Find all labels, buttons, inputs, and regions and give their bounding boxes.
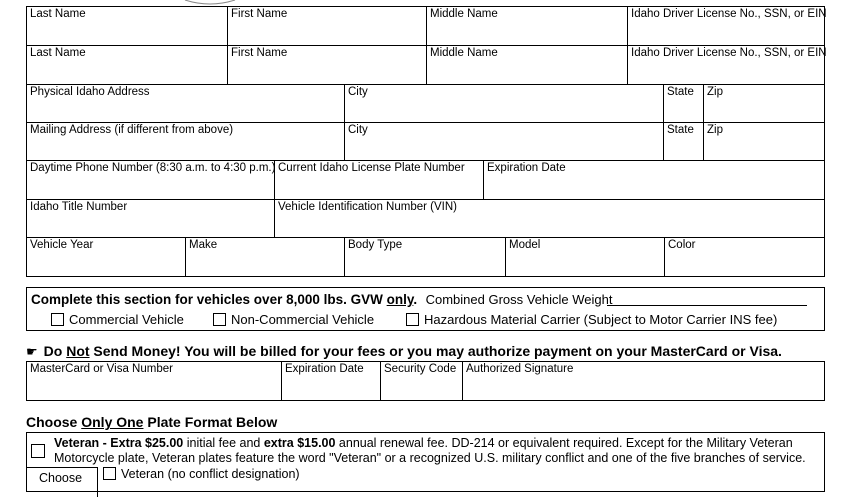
zip-label: Zip [707, 86, 723, 98]
veteran-no-conflict-checkbox[interactable] [103, 467, 116, 480]
id-number-field-1[interactable] [627, 6, 825, 46]
non-commercial-vehicle-checkbox[interactable] [213, 313, 226, 326]
pointing-hand-icon: ☛ [26, 345, 38, 360]
veteran-extra-fee: extra $15.00 [263, 436, 336, 450]
security-code-field[interactable] [380, 361, 463, 401]
last-name-field-2[interactable] [26, 45, 228, 85]
middle-name-label: Middle Name [430, 8, 498, 20]
hazardous-material-checkbox[interactable] [406, 313, 419, 326]
license-plate-label: Current Idaho License Plate Number [278, 162, 465, 174]
first-name-field-2[interactable] [227, 45, 427, 85]
security-code-label: Security Code [384, 363, 457, 375]
zip-field-2[interactable] [703, 122, 825, 161]
state-field-2[interactable] [663, 122, 704, 161]
phone-field[interactable] [26, 160, 275, 200]
vehicle-year-field[interactable] [26, 237, 186, 277]
title-number-label: Idaho Title Number [30, 201, 128, 213]
middle-name-field-1[interactable] [426, 6, 628, 46]
veteran-text-1: initial fee and [183, 436, 264, 450]
make-field[interactable] [185, 237, 345, 277]
body-type-field[interactable] [344, 237, 506, 277]
plate-heading-choose: Choose [26, 414, 82, 430]
veteran-text-2: annual renewal fee. DD-214 or equivalent required. Except for the Military Veteran [335, 436, 793, 450]
state-label: State [667, 86, 694, 98]
zip-field-1[interactable] [703, 84, 825, 123]
mailing-address-field[interactable] [26, 122, 345, 161]
title-number-field[interactable] [26, 199, 275, 238]
hazardous-material-label: Hazardous Material Carrier (Subject to Motor Carrier INS fee) [424, 312, 778, 327]
color-label: Color [668, 239, 696, 251]
expiration-date-label: Expiration Date [487, 162, 566, 174]
mailing-address-label: Mailing Address (if different from above) [30, 124, 234, 136]
physical-address-label: Physical Idaho Address [30, 86, 150, 98]
notice-text: Send Money! You will be billed for your fees or you may authorize payment on your MasterCard or Visa. [89, 343, 782, 359]
gvw-weight-label: Combined Gross Vehicle Weight [425, 292, 613, 307]
last-name-field-1[interactable] [26, 6, 228, 46]
veteran-no-conflict-label: Veteran (no conflict designation) [121, 467, 300, 481]
veteran-title: Veteran - Extra $25.00 [54, 436, 184, 450]
make-label: Make [189, 239, 218, 251]
authorized-signature-label: Authorized Signature [466, 363, 574, 375]
license-plate-field[interactable] [274, 160, 484, 200]
physical-address-field[interactable] [26, 84, 345, 123]
id-number-label: Idaho Driver License No., SSN, or EIN [631, 47, 827, 59]
gvw-heading-text: Complete this section for vehicles over 8,000 lbs. GVW [31, 292, 387, 307]
non-commercial-vehicle-label: Non-Commercial Vehicle [231, 312, 375, 327]
gvw-heading-only: only [386, 292, 414, 307]
gvw-weight-input[interactable] [607, 305, 807, 306]
veteran-description-line2: Motorcycle plate, Veteran plates feature the word "Veteran" or a recognized U.S. military conflict and one of the five branches of service. [54, 451, 806, 465]
card-expiration-label: Expiration Date [285, 363, 364, 375]
state-label: State [667, 124, 694, 136]
gvw-heading-period: . [413, 292, 418, 307]
card-expiration-field[interactable] [281, 361, 381, 401]
veteran-no-conflict-option[interactable] [103, 467, 300, 481]
plate-heading-text: Plate Format Below [143, 414, 278, 430]
first-name-label: First Name [231, 8, 288, 20]
color-field[interactable] [664, 237, 825, 277]
phone-label: Daytime Phone Number (8:30 a.m. to 4:30 p.m.) [30, 162, 276, 174]
gvw-heading [31, 291, 613, 309]
expiration-date-field[interactable] [483, 160, 825, 200]
commercial-vehicle-label: Commercial Vehicle [69, 312, 184, 327]
vin-field[interactable] [274, 199, 825, 238]
city-label: City [348, 86, 368, 98]
plate-format-heading [26, 414, 277, 432]
notice-not: Not [66, 343, 90, 359]
card-number-label: MasterCard or Visa Number [30, 363, 173, 375]
last-name-label: Last Name [30, 47, 86, 59]
model-field[interactable] [505, 237, 665, 277]
model-label: Model [509, 239, 541, 251]
notice-do: Do [43, 343, 67, 359]
hazardous-material-option[interactable] [406, 312, 777, 327]
veteran-plate-section [26, 432, 825, 492]
veteran-description-line1 [54, 436, 806, 451]
plate-heading-only-one: Only One [81, 414, 144, 430]
last-name-label: Last Name [30, 8, 86, 20]
city-label: City [348, 124, 368, 136]
veteran-description [54, 436, 806, 466]
city-field-1[interactable] [344, 84, 664, 123]
first-name-label: First Name [231, 47, 288, 59]
vehicle-year-label: Vehicle Year [30, 239, 94, 251]
middle-name-field-2[interactable] [426, 45, 628, 85]
id-number-field-2[interactable] [627, 45, 825, 85]
payment-notice [26, 343, 782, 361]
commercial-vehicle-checkbox[interactable] [51, 313, 64, 326]
zip-label: Zip [707, 124, 723, 136]
state-field-1[interactable] [663, 84, 704, 123]
veteran-plate-checkbox[interactable] [31, 444, 45, 458]
city-field-2[interactable] [344, 122, 664, 161]
vin-label: Vehicle Identification Number (VIN) [278, 201, 457, 213]
non-commercial-vehicle-option[interactable] [213, 312, 374, 327]
middle-name-label: Middle Name [430, 47, 498, 59]
body-type-label: Body Type [348, 239, 403, 251]
first-name-field-1[interactable] [227, 6, 427, 46]
commercial-vehicle-option[interactable] [51, 312, 184, 327]
card-number-field[interactable] [26, 361, 282, 401]
gvw-section [26, 287, 825, 331]
authorized-signature-field[interactable] [462, 361, 825, 401]
id-number-label: Idaho Driver License No., SSN, or EIN [631, 8, 827, 20]
choose-cell [26, 467, 98, 497]
choose-label: Choose [39, 471, 83, 485]
